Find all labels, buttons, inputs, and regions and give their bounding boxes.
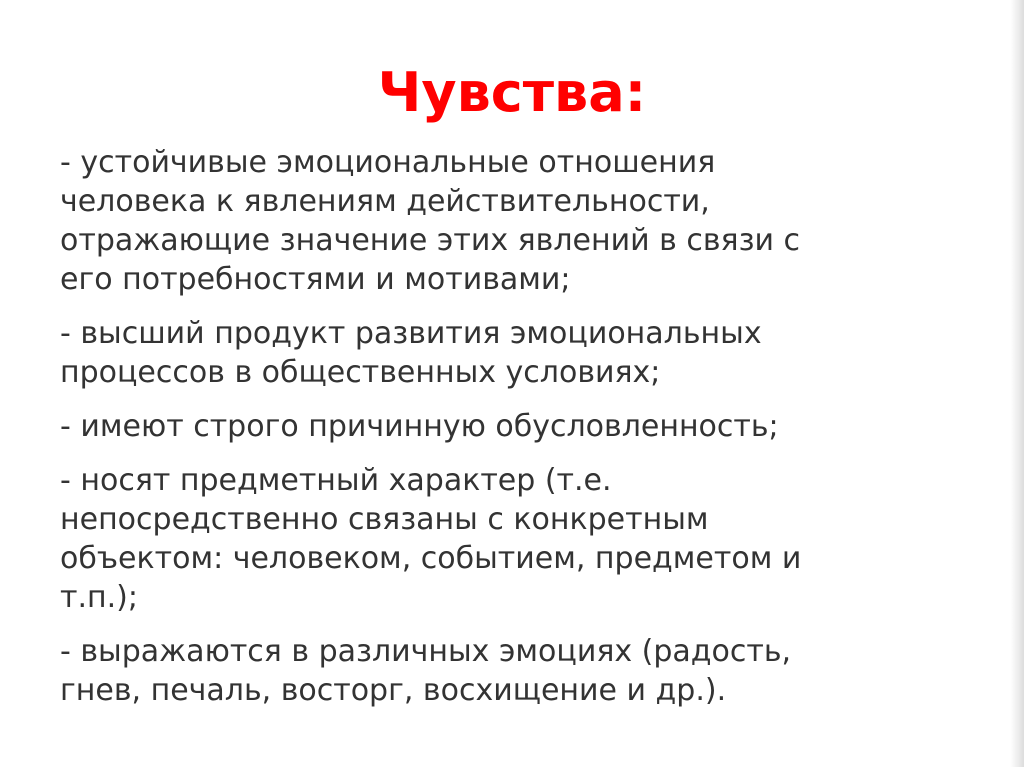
list-item-line: т.п.); [60, 580, 138, 615]
list-item-line: объектом: человеком, событием, предметом и [60, 541, 802, 576]
list-item-line: - носят предметный характер (т.е. [60, 463, 612, 498]
list-item-line: человека к явлениям действительности, [60, 184, 710, 219]
list-item-line: - выражаются в различных эмоциях (радость, [60, 634, 792, 669]
list-item-line: процессов в общественных условиях; [60, 355, 661, 390]
list-item-line: отражающие значение этих явлений в связи с [60, 223, 801, 258]
list-item-line: непосредственно связаны с конкретным [60, 502, 709, 537]
list-item-line: его потребностями и мотивами; [60, 262, 571, 297]
slide-title: Чувства: [377, 61, 647, 124]
list-item-line: гнев, печаль, восторг, восхищение и др.). [60, 673, 727, 708]
list-item-3 [60, 407, 960, 446]
list-item-line: - имеют строго причинную обусловленность; [60, 409, 779, 444]
list-item-2 [60, 314, 960, 392]
list-item-1 [60, 143, 960, 299]
list-item-5 [60, 632, 960, 710]
definition-list [60, 143, 960, 725]
list-item-line: - устойчивые эмоциональные отношения [60, 145, 716, 180]
list-item-line: - высший продукт развития эмоциональных [60, 316, 762, 351]
list-item-4 [60, 461, 960, 617]
